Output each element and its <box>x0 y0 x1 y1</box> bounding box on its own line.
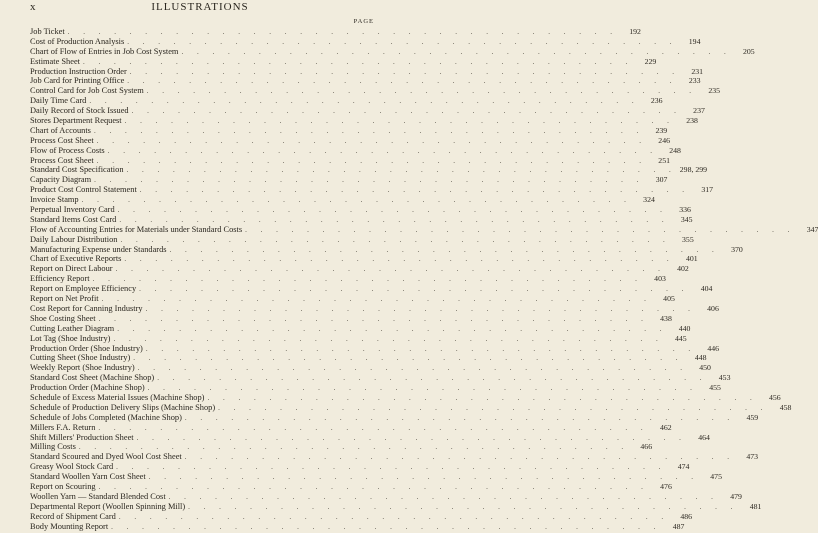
entry-page: 336 <box>679 205 691 215</box>
dot-leader: . . . . . . . . . . . . . . . . . . . . . . . . . . . . . . . . . . . . <box>83 57 634 66</box>
entry-title: Daily Time Card <box>30 96 87 106</box>
entry-page: 248 <box>669 145 681 155</box>
list-item <box>30 86 721 96</box>
entry-title: Schedule of Excess Material Issues (Machine Shop) <box>30 392 205 402</box>
entry-title: Production Instruction Order <box>30 66 127 76</box>
dot-leader: . . . . . . . . . . . . . . . . . . . . . . . . . . . . . . . . . . . . <box>89 97 640 106</box>
page-title: ILLUSTRATIONS <box>151 1 249 13</box>
list-item <box>30 125 668 136</box>
list-item <box>30 264 689 274</box>
list-item <box>30 116 698 126</box>
entry-title: Manufacturing Expense under Standards <box>30 244 167 254</box>
entry-title: Stores Department Request <box>30 116 122 126</box>
entry-title: Process Cost Sheet <box>30 155 94 165</box>
entry-title: Report on Scouring <box>30 481 96 491</box>
entry-title: Process Cost Sheet <box>30 135 94 145</box>
list-item <box>30 323 691 334</box>
entry-title: Flow of Accounting Entries for Materials under Standard Costs <box>30 224 243 234</box>
list-item <box>30 402 792 413</box>
entry-title: Production Order (Machine Shop) <box>30 383 145 393</box>
entry-page: 475 <box>710 472 722 482</box>
dot-leader: . . . . . . . . . . . . . . . . . . . . . . . . . . . . . . . . . . . . <box>146 87 698 96</box>
list-item <box>30 521 685 532</box>
dot-leader: . . . . . . . . . . . . . . . . . . . . . . . . . . . . . . . . . . . . <box>137 364 688 373</box>
list-item <box>30 363 711 373</box>
list-item <box>30 135 670 146</box>
list-item <box>30 383 721 393</box>
dot-leader: . . . . . . . . . . . . . . . . . . . . . . . . . . . . . . . . . . . . <box>139 285 690 294</box>
entry-page: 345 <box>680 214 693 224</box>
entry-page: 317 <box>701 185 714 195</box>
dot-leader: . . . . . . . . . . . . . . . . . . . . . . . . . . . . . . . . . . . . <box>181 47 732 56</box>
entry-title: Efficiency Report <box>30 274 90 284</box>
entry-page: 462 <box>659 422 672 432</box>
dot-leader: . . . . . . . . . . . . . . . . . . . . . . . . . . . . . . . . . . . . <box>148 473 699 482</box>
list-item <box>30 501 762 512</box>
list-item <box>30 36 701 47</box>
entry-page: 236 <box>650 96 663 106</box>
running-header <box>0 0 400 14</box>
dot-leader: . . . . . . . . . . . . . . . . . . . . . . . . . . . . . . . . . . . . <box>94 176 645 185</box>
list-item <box>30 392 781 403</box>
list-item <box>30 96 663 106</box>
entry-page: 458 <box>779 402 792 412</box>
dot-leader: . . . . . . . . . . . . . . . . . . . . . . . . . . . . . . . . . . . . <box>126 166 677 175</box>
entry-title: Chart of Executive Reports <box>30 254 122 264</box>
entry-page: 246 <box>658 135 670 145</box>
dot-leader: . . . . . . . . . . . . . . . . . . . . . . . . . . . . . . . . . . . . <box>184 413 736 422</box>
dot-leader: . . . . . . . . . . . . . . . . . . . . . . . . . . . . . . . . . . . . <box>98 314 649 323</box>
entry-page: 481 <box>749 501 762 511</box>
dot-leader: . . . . . . . . . . . . . . . . . . . . . . . . . . . . . . . . . . . . <box>93 126 645 135</box>
list-item <box>30 224 818 235</box>
list-item <box>30 333 687 344</box>
dot-leader: . . . . . . . . . . . . . . . . . . . . . . . . . . . . . . . . . . . . <box>169 245 720 254</box>
dot-leader: . . . . . . . . . . . . . . . . . . . . . . . . . . . . . . . . . . . . <box>133 354 684 363</box>
entry-title: Departmental Report (Woollen Spinning Mill) <box>30 501 186 511</box>
entry-page: 440 <box>678 323 691 333</box>
entry-title: Cutting Sheet (Shoe Industry) <box>30 353 131 363</box>
illustrations-list <box>30 27 818 531</box>
dot-leader: . . . . . . . . . . . . . . . . . . . . . . . . . . . . . . . . . . . . <box>127 37 678 46</box>
entry-title: Body Mounting Report <box>30 521 109 531</box>
entry-page: 456 <box>768 392 781 402</box>
entry-page: 464 <box>698 432 710 442</box>
entry-page: 370 <box>731 244 743 254</box>
dot-leader: . . . . . . . . . . . . . . . . . . . . . . . . . . . . . . . . . . . . <box>78 443 630 452</box>
list-item <box>30 353 707 363</box>
entry-page: 450 <box>699 363 711 373</box>
dot-leader: . . . . . . . . . . . . . . . . . . . . . . . . . . . . . . . . . . . . <box>118 512 670 521</box>
list-item <box>30 214 693 225</box>
entry-title: Shift Millers' Production Sheet <box>30 432 134 442</box>
list-item <box>30 442 653 452</box>
entry-page: 233 <box>688 76 701 86</box>
entry-title: Flow of Process Costs <box>30 145 105 155</box>
entry-title: Standard Woollen Yarn Cost Sheet <box>30 472 146 482</box>
list-item <box>30 56 657 67</box>
entry-page: 239 <box>655 125 668 135</box>
entry-title: Cutting Leather Diagram <box>30 323 115 333</box>
page-column-label: PAGE <box>353 18 374 25</box>
entry-page: 438 <box>660 313 672 323</box>
dot-leader: . . . . . . . . . . . . . . . . . . . . . . . . . . . . . . . . . . . . <box>98 482 649 491</box>
list-item <box>30 254 698 264</box>
list-item <box>30 244 743 255</box>
list-item <box>30 155 670 166</box>
list-item <box>30 511 693 522</box>
entry-page: 455 <box>709 383 721 393</box>
entry-title: Estimate Sheet <box>30 56 81 66</box>
entry-page: 448 <box>694 353 707 363</box>
list-item <box>30 46 755 57</box>
entry-page: 487 <box>672 521 685 531</box>
dot-leader: . . . . . . . . . . . . . . . . . . . . . . . . . . . . . . . . . . . . <box>245 225 796 234</box>
entry-title: Shoe Costing Sheet <box>30 313 96 323</box>
entry-title: Millers F.A. Return <box>30 422 96 432</box>
dot-leader: . . . . . . . . . . . . . . . . . . . . . . . . . . . . . . . . . . . . <box>147 384 698 393</box>
list-item <box>30 294 675 304</box>
dot-leader: . . . . . . . . . . . . . . . . . . . . . . . . . . . . . . . . . . . . <box>117 324 668 333</box>
dot-leader: . . . . . . . . . . . . . . . . . . . . . . . . . . . . . . . . . . . . <box>168 492 719 501</box>
entry-page: 355 <box>682 234 694 244</box>
list-item <box>30 145 681 156</box>
entry-page: 238 <box>686 116 698 126</box>
entry-title: Standard Cost Sheet (Machine Shop) <box>30 373 155 383</box>
list-item <box>30 491 742 502</box>
entry-title: Woollen Yarn — Standard Blended Cost <box>30 491 166 501</box>
dot-leader: . . . . . . . . . . . . . . . . . . . . . . . . . . . . . . . . . . . . <box>188 502 739 511</box>
entry-title: Weekly Report (Shoe Industry) <box>30 363 135 373</box>
entry-title: Greasy Wool Stock Card <box>30 462 114 472</box>
dot-leader: . . . . . . . . . . . . . . . . . . . . . . . . . . . . . . . . . . . . <box>115 265 666 274</box>
entry-title: Report on Net Profit <box>30 294 99 304</box>
entry-page: 474 <box>677 462 690 472</box>
dot-leader: . . . . . . . . . . . . . . . . . . . . . . . . . . . . . . . . . . . . <box>139 186 691 195</box>
entry-page: 486 <box>680 511 693 521</box>
dot-leader: . . . . . . . . . . . . . . . . . . . . . . . . . . . . . . . . . . . . <box>96 156 647 165</box>
entry-page: 405 <box>663 294 675 304</box>
entry-title: Chart of Flow of Entries in Job Cost System <box>30 46 179 56</box>
entry-title: Lot Tag (Shoe Industry) <box>30 333 111 343</box>
list-item <box>30 284 713 294</box>
entry-page: 229 <box>644 56 657 66</box>
dot-leader: . . . . . . . . . . . . . . . . . . . . . . . . . . . . . . . . . . . . <box>67 28 618 36</box>
entry-title: Product Cost Control Statement <box>30 185 137 195</box>
entry-page: 404 <box>700 284 713 294</box>
entry-page: 406 <box>707 303 719 313</box>
dot-leader: . . . . . . . . . . . . . . . . . . . . . . . . . . . . . . . . . . . . <box>111 522 662 531</box>
page-number: x <box>30 1 36 13</box>
entry-page: 473 <box>746 452 759 462</box>
entry-page: 235 <box>708 86 721 96</box>
entry-title: Job Ticket <box>30 27 65 36</box>
dot-leader: . . . . . . . . . . . . . . . . . . . . . . . . . . . . . . . . . . . . <box>120 235 671 244</box>
dot-leader: . . . . . . . . . . . . . . . . . . . . . . . . . . . . . . . . . . . . <box>184 453 736 462</box>
entry-page: 205 <box>742 46 755 56</box>
dot-leader: . . . . . . . . . . . . . . . . . . . . . . . . . . . . . . . . . . . . <box>92 275 643 284</box>
list-item <box>30 27 641 37</box>
dot-leader: . . . . . . . . . . . . . . . . . . . . . . . . . . . . . . . . . . . . <box>116 463 667 472</box>
dot-leader: . . . . . . . . . . . . . . . . . . . . . . . . . . . . . . . . . . . . <box>96 136 647 145</box>
list-item <box>30 432 710 443</box>
list-item <box>30 313 672 324</box>
entry-page: 476 <box>660 481 672 491</box>
entry-page: 194 <box>688 36 701 46</box>
list-item <box>30 76 701 86</box>
dot-leader: . . . . . . . . . . . . . . . . . . . . . . . . . . . . . . . . . . . . <box>117 206 668 215</box>
entry-page: 324 <box>643 195 655 205</box>
dot-leader: . . . . . . . . . . . . . . . . . . . . . . . . . . . . . . . . . . . . <box>145 304 696 313</box>
entry-page: 446 <box>707 343 720 353</box>
entry-title: Capacity Diagram <box>30 175 92 185</box>
dot-leader: . . . . . . . . . . . . . . . . . . . . . . . . . . . . . . . . . . . . <box>127 77 678 86</box>
entry-page: 251 <box>658 155 670 165</box>
list-item <box>30 422 672 433</box>
entry-page: 459 <box>746 412 759 422</box>
entry-title: Cost of Production Analysis <box>30 36 125 46</box>
entry-page: 192 <box>629 27 641 36</box>
entry-title: Daily Labour Distribution <box>30 234 118 244</box>
entry-title: Standard Scoured and Dyed Wool Cost Sheet <box>30 452 182 462</box>
list-item <box>30 472 722 482</box>
entry-title: Schedule of Jobs Completed (Machine Shop) <box>30 412 182 422</box>
dot-leader: . . . . . . . . . . . . . . . . . . . . . . . . . . . . . . . . . . . . <box>107 146 658 155</box>
dot-leader: . . . . . . . . . . . . . . . . . . . . . . . . . . . . . . . . . . . . <box>145 344 697 353</box>
list-item <box>30 106 705 116</box>
entry-title: Standard Items Cost Card <box>30 214 117 224</box>
dot-leader: . . . . . . . . . . . . . . . . . . . . . . . . . . . . . . . . . . . . <box>101 295 652 304</box>
entry-page: 298, 299 <box>679 165 708 175</box>
dot-leader: . . . . . . . . . . . . . . . . . . . . . . . . . . . . . . . . . . . . <box>129 67 681 76</box>
list-item <box>30 234 694 245</box>
entry-page: 231 <box>691 66 704 76</box>
entry-page: 445 <box>674 333 687 343</box>
entry-title: Record of Shipment Card <box>30 511 116 521</box>
dot-leader: . . . . . . . . . . . . . . . . . . . . . . . . . . . . . . . . . . . . <box>119 215 670 224</box>
entry-title: Production Order (Shoe Industry) <box>30 343 143 353</box>
entry-title: Chart of Accounts <box>30 125 91 135</box>
dot-leader: . . . . . . . . . . . . . . . . . . . . . . . . . . . . . . . . . . . . <box>98 423 649 432</box>
entry-page: 237 <box>693 106 705 116</box>
list-item <box>30 175 668 185</box>
list-item <box>30 195 655 205</box>
list-item <box>30 66 704 77</box>
list-item <box>30 274 666 284</box>
list-item <box>30 185 714 195</box>
dot-leader: . . . . . . . . . . . . . . . . . . . . . . . . . . . . . . . . . . . . <box>136 433 687 442</box>
entry-title: Report on Direct Labour <box>30 264 113 274</box>
entry-page: 453 <box>718 373 731 383</box>
dot-leader: . . . . . . . . . . . . . . . . . . . . . . . . . . . . . . . . . . . . <box>113 334 664 343</box>
entry-title: Cost Report for Canning Industry <box>30 303 143 313</box>
entry-title: Schedule of Production Delivery Slips (Machine Shop) <box>30 402 216 412</box>
entry-page: 403 <box>654 274 666 284</box>
entry-title: Control Card for Job Cost System <box>30 86 144 96</box>
list-item <box>30 205 691 215</box>
entry-title: Invoice Stamp <box>30 195 79 205</box>
entry-title: Perpetual Inventory Card <box>30 205 115 215</box>
dot-leader: . . . . . . . . . . . . . . . . . . . . . . . . . . . . . . . . . . . . <box>81 196 632 205</box>
list-item <box>30 452 759 462</box>
entry-page: 402 <box>677 264 689 274</box>
dot-leader: . . . . . . . . . . . . . . . . . . . . . . . . . . . . . . . . . . . . <box>131 107 682 116</box>
list-item <box>30 343 720 354</box>
entry-page: 466 <box>640 442 653 452</box>
list-item <box>30 165 708 175</box>
list-item <box>30 481 672 492</box>
entry-page: 347 <box>806 224 818 234</box>
entry-title: Job Card for Printing Office <box>30 76 125 86</box>
entry-title: Milling Costs <box>30 442 76 452</box>
entry-title: Standard Cost Specification <box>30 165 124 175</box>
list-item <box>30 462 690 472</box>
list-item <box>30 373 731 383</box>
entry-page: 479 <box>730 491 742 501</box>
entry-title: Report on Employee Efficiency <box>30 284 137 294</box>
list-item <box>30 303 719 314</box>
dot-leader: . . . . . . . . . . . . . . . . . . . . . . . . . . . . . . . . . . . . <box>124 255 675 264</box>
entry-page: 401 <box>685 254 698 264</box>
dot-leader: . . . . . . . . . . . . . . . . . . . . . . . . . . . . . . . . . . . . <box>218 403 769 412</box>
entry-page: 307 <box>655 175 668 185</box>
entry-title: Daily Record of Stock Issued <box>30 106 129 116</box>
dot-leader: . . . . . . . . . . . . . . . . . . . . . . . . . . . . . . . . . . . . <box>124 117 675 126</box>
dot-leader: . . . . . . . . . . . . . . . . . . . . . . . . . . . . . . . . . . . . <box>157 374 708 383</box>
dot-leader: . . . . . . . . . . . . . . . . . . . . . . . . . . . . . . . . . . . . <box>207 393 758 402</box>
list-item <box>30 412 759 423</box>
